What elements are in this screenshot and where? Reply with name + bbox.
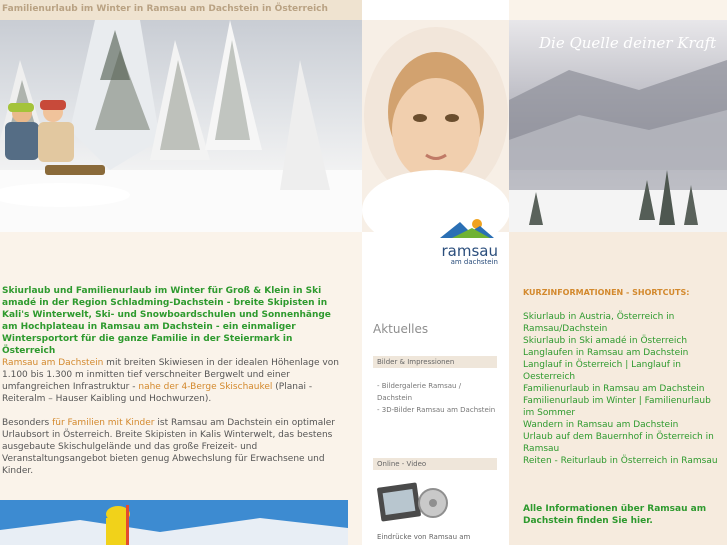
gallery-header: Bilder & Impressionen [373,356,497,368]
intro-heading: Skiurlaub und Familienurlaub im Winter für Groß & Klein in Ski amadé in der Region Schladming-Dachstein - breite Skipisten in Kali's Winterwelt, Ski- und Snowboardschulen und Sonnenhänge am Hochplateau in Ramsau am Dachstein - ein einmaliger Wintersportort für die ganze Familie in der Steiermark in Österreich [2,286,331,356]
gallery-link[interactable]: - 3D-Bilder Ramsau am Dachstein [377,406,496,414]
main-content [2,285,348,489]
paragraph-text: mit breiten Skiwiesen in der idealen Höhenlage von 1.100 bis 1.300 m inmitten tief verschneiter Bergwelt und einer umfangreichen Infrastruktur - [2,358,339,392]
familien-link[interactable]: für Familien mit Kinder [52,418,155,428]
shortcut-link[interactable]: Familienurlaub im Winter | Familienurlaub im Sommer [523,396,711,418]
gallery-links [377,380,497,416]
skischaukel-link[interactable]: nahe der 4-Berge Skischaukel [138,382,273,392]
paragraph-familien [2,417,348,477]
shortcut-link[interactable]: Langlauf in Österreich | Langlauf in Oesterreich [523,360,681,382]
child-portrait-illustration [362,20,509,232]
logo-subtitle: am dachstein [450,258,498,266]
child-portrait-image [362,20,509,232]
paragraph-text: Besonders [2,418,53,428]
paragraph-ramsau [2,357,348,405]
logo-name: ramsau [441,242,498,260]
paragraph-text: (Planai - Reiteralm – Hauser Kaibling und Hochwurzen). [2,382,313,404]
mountain-sun-logo-icon [432,216,500,240]
shortcut-link[interactable]: Skiurlaub in Ski amadé in Österreich [523,336,688,346]
paragraph-text: ist Ramsau am Dachstein ein optimaler Urlaubsort in Österreich. Breite Skipisten in Kalis Winterwelt, das bestens ausgebaute Skischulgelände und das große Freizeit- und Veranstaltungsangebot bieten genug Abwechslung für Erwachsene und Kinder. [2,418,335,476]
video-header: Online - Video [373,458,497,470]
video-caption[interactable]: Eindrücke von Ramsau am [377,533,471,541]
shortcut-link[interactable]: Skiurlaub in Austria, Österreich in Ramsau/Dachstein [523,312,675,334]
ski-mascot-illustration [0,500,348,545]
all-info-link[interactable]: Alle Informationen über Ramsau am Dachstein finden Sie hier. [523,504,707,526]
logo[interactable] [432,216,500,266]
slogan: Die Quelle deiner Kraft [539,34,717,52]
video-thumbnail[interactable] [377,481,449,525]
shortcut-link[interactable]: Urlaub auf dem Bauernhof in Österreich in Ramsau [523,432,714,454]
page-title: Familienurlaub im Winter in Ramsau am Dachstein in Österreich [2,4,328,14]
winter-forest-illustration [0,20,362,232]
shortcuts-heading: KURZINFORMATIONEN - SHORTCUTS: [523,288,690,297]
shortcut-link[interactable]: Familienurlaub in Ramsau am Dachstein [523,384,705,394]
film-reel-icon [377,481,449,525]
hero-image-winter-forest [0,20,362,232]
ski-photo[interactable] [0,500,348,545]
hero-image-mountain-valley [509,20,727,232]
shortcut-link[interactable]: Wandern in Ramsau am Dachstein [523,420,679,430]
aktuelles-heading: Aktuelles [373,322,429,336]
shortcut-link[interactable]: Langlaufen in Ramsau am Dachstein [523,348,689,358]
shortcut-link[interactable]: Reiten - Reiturlaub in Österreich in Ramsau [523,456,718,466]
ramsau-link[interactable]: Ramsau am Dachstein [2,358,104,368]
shortcuts-list [523,311,719,467]
gallery-link[interactable]: - Bildergalerie Ramsau / Dachstein [377,382,462,402]
